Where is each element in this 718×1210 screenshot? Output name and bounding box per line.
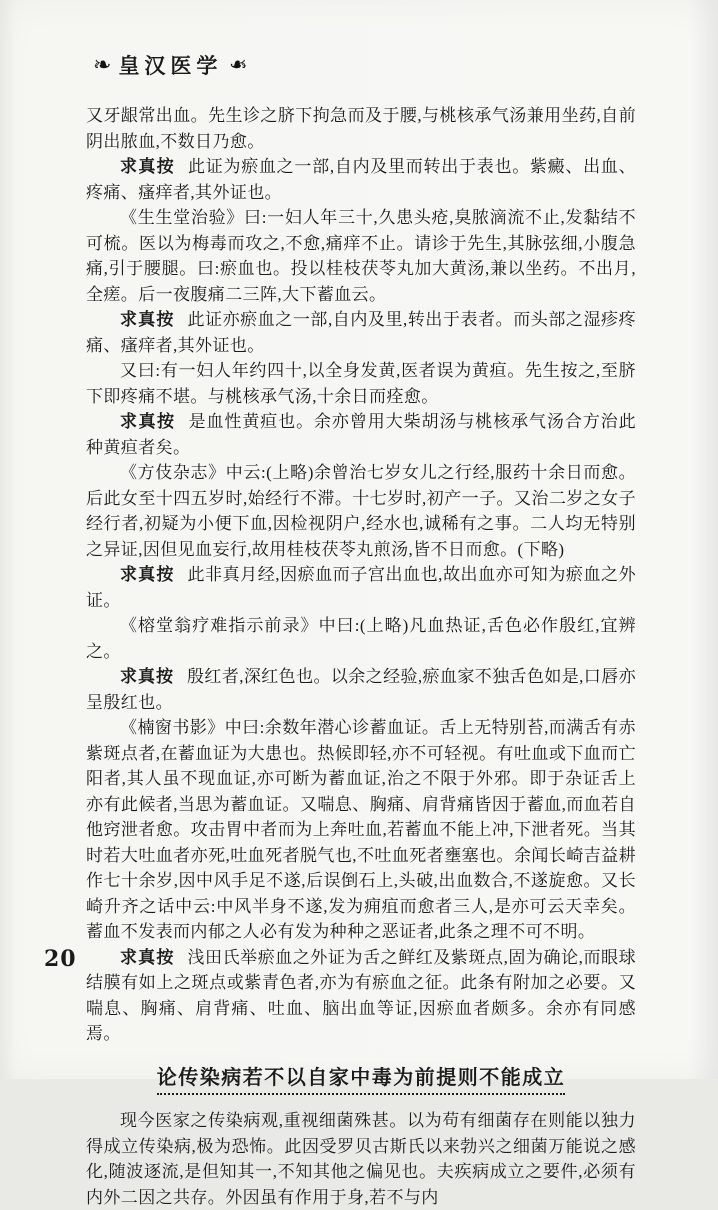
book-title: 皇汉医学 (118, 54, 223, 78)
paragraph: 求真按 此证亦瘀血之一部,自内及里,转出于表者。而头部之湿疹疼痛、瘙痒者,其外证也。 (86, 310, 637, 355)
paragraph-lead: 求真按 (120, 412, 176, 431)
paragraph: 《榕堂翁疗难指示前录》中曰:(上略)凡血热证,舌色必作殷红,宜辨之。 (86, 616, 636, 661)
paragraph-lead: 求真按 (120, 947, 175, 967)
section-heading-text: 论传染病若不以自家中毒为前提则不能成立 (157, 1066, 566, 1096)
paragraph: 求真按 浅田氏举瘀血之外证为舌之鲜红及紫斑点,固为确论,而眼球结膜有如上之斑点或紫青色者,亦为有瘀血之征。此条有附加之必要。又喘息、胸痛、肩背痛、吐血、脑出血等证,因瘀血者颇多。余亦有同感焉。 (86, 947, 637, 1043)
text-block (86, 103, 636, 1210)
ornament-left-icon: ❧ (93, 52, 112, 77)
page-number: 20 (44, 946, 77, 972)
paragraph: 《方伎杂志》中云:(上略)余曾治七岁女儿之行经,服药十余日而愈。后此女至十四五岁时,始经行不滞。十七岁时,初产一子。又治二岁之女子经行者,初疑为小便下血,因检视阴户,经水也,诚稀有之事。二人均无特别之异证,因但见血妄行,故用桂枝茯苓丸煎汤,皆不日而愈。(下略) (86, 463, 636, 559)
paragraph: 又曰:有一妇人年约四十,以全身发黄,医者误为黄疸。先生按之,至脐下即疼痛不堪。与桃核承气汤,十余日而痊愈。 (86, 361, 636, 406)
paragraph: 《生生堂治验》曰:一妇人年三十,久患头疮,臭脓滴流不止,发黏结不可梳。医以为梅毒而攻之,不愈,痛痒不止。请诊于先生,其脉弦细,小腹急痛,引于腰腿。曰:瘀血也。投以桂枝茯苓丸加大黄汤,兼以坐药。不出月,全瘥。后一夜腹痛二三阵,大下蓄血云。 (86, 208, 636, 304)
section-heading (86, 1066, 636, 1096)
paragraph-lead: 求真按 (120, 157, 176, 176)
page-header (86, 50, 255, 80)
paragraph: 求真按 是血性黄疸也。余亦曾用大柴胡汤与桃核承气汤合方治此种黄疸者矣。 (86, 412, 637, 457)
paragraph-lead: 求真按 (120, 667, 175, 686)
paragraph: 又牙龈常出血。先生诊之脐下拘急而及于腰,与桃核承气汤兼用坐药,自前阴出脓血,不数日乃愈。 (86, 106, 636, 151)
paragraph: 现今医家之传染病观,重视细菌殊甚。以为苟有细菌存在则能以独力得成立传染病,极为恐怖。此因受罗贝古斯氏以来勃兴之细菌万能说之感化,随波逐流,是但知其一,不知其他之偏见也。夫疾病成立之要件,必须有内外二因之共存。外因虽有作用于身,若不与内 (86, 1111, 636, 1207)
paragraph: 求真按 殷红者,深红色也。以余之经验,瘀血家不独舌色如是,口唇亦呈殷红也。 (86, 667, 637, 712)
paragraph-lead: 求真按 (120, 565, 175, 584)
paragraph: 《楠窗书影》中曰:余数年潜心诊蓄血证。舌上无特别苔,而满舌有赤紫斑点者,在蓄血证为大患也。热候即轻,亦不可轻视。有吐血或下血而亡阳者,其人虽不现血证,亦可断为蓄血证,治之不限于外邪。即于杂证舌上亦有此候者,当思为蓄血证。又喘息、胸痛、肩背痛皆因于蓄血,而血若自他窍泄者愈。攻击胃中者而为上奔吐血,若蓄血不能上冲,下泄者死。当其时若大吐血者亦死,吐血死者脱气也,不吐血死者壅塞也。余闻长崎吉益耕作七十余岁,因中风手足不遂,后误倒石上,头破,出血数合,不遂旋愈。又长崎升齐之话中云:中风半身不遂,发为痈疽而愈者三人,是亦可云天幸矣。蓄血不发表而内郁之人必有发为种种之恶证者,此条之理不可不明。 (86, 718, 636, 941)
paragraphs-top (86, 103, 636, 1047)
paragraph: 求真按 此非真月经,因瘀血而子宫出血也,故出血亦可知为瘀血之外证。 (86, 565, 637, 610)
paragraphs-bottom (86, 1108, 636, 1210)
ornament-right-icon: ❧ (229, 52, 248, 77)
paragraph-lead: 求真按 (120, 310, 175, 329)
paragraph: 求真按 此证为瘀血之一部,自内及里而转出于表也。紫癜、出血、疼痛、瘙痒者,其外证也。 (86, 157, 637, 202)
